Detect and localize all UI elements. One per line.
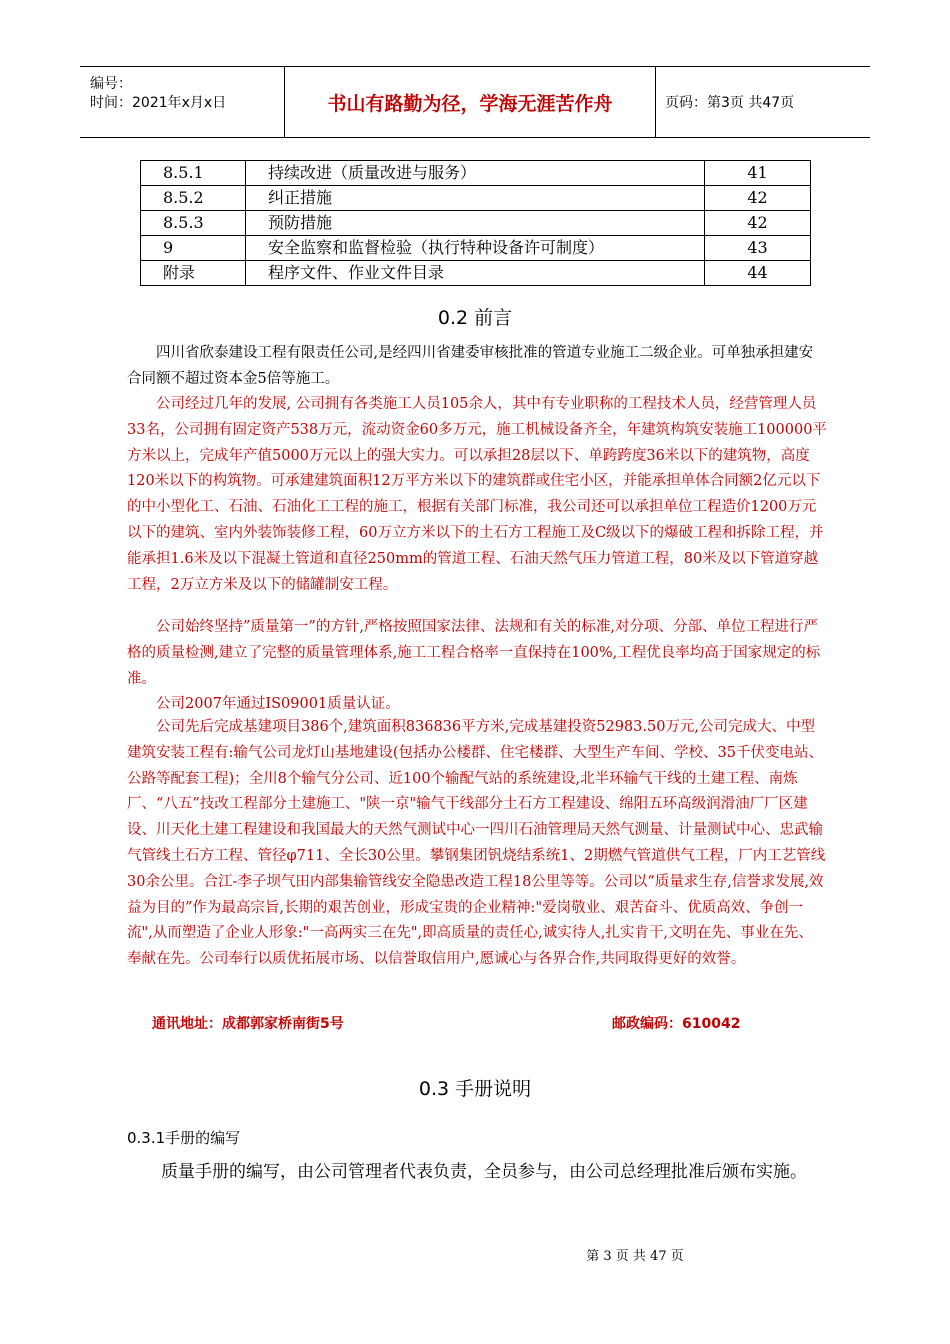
- preface-para-3: 公司始终坚持”质量第一”的方针,严格按照国家法律、法规和有关的标准,对分项、分部、单位工程进行严格的质量检测,建立了完整的质量管理体系,施工工程合格率一直保持在100%,工程优良率均高于国家规定的标准。: [127, 619, 821, 687]
- preface-para-2: 公司经过几年的发展, 公司拥有各类施工人员105余人，其中有专业职称的工程技术人员，经营管理人员33名，公司拥有固定资产538万元，流动资金60多万元，施工机械设备齐全，年建筑构筑安装施工100000平方米以上，完成年产值5000万元以上的强大实力。可以承担28层以下、单跨跨度36米以下的建筑物，高度120米以下的构筑物。可承建建筑面积12万平方米以下的建筑群或住宅小区，并能承担单体合同额2亿元以下的中小型化工、石油、石油化工工程的施工，根据有关部门标准，我公司还可以承担单位工程造价1200万元以下的建筑、室内外装饰装修工程，60万立方米以下的土石方工程施工及C级以下的爆破工程和拆除工程，并能承担1.6米及以下混凝土管道和直径250mm的管道工程、石油天然气压力管道工程，80米及以下管道穿越工程，2万立方米及以下的储罐制安工程。: [127, 396, 827, 593]
- table-row: [141, 236, 811, 261]
- toc-title: 安全监察和监督检验（执行特种设备许可制度）: [246, 236, 705, 261]
- manual-heading: 0.3 手册说明: [418, 1078, 532, 1100]
- time-label: 时间：2021年x月x日: [90, 95, 227, 111]
- page-footer: 第 3 页 共 47 页: [586, 1249, 684, 1264]
- header-meta: [80, 67, 284, 137]
- table-row: [141, 186, 811, 211]
- toc-number: 9: [141, 236, 246, 261]
- toc-page: 44: [705, 261, 811, 286]
- code-label: 编号：: [90, 76, 132, 92]
- table-row: [141, 161, 811, 186]
- header-page-info: 页码：第3页 共47页: [665, 95, 795, 111]
- toc-page: 42: [705, 211, 811, 236]
- preface-para-5: 公司先后完成基建项目386个,建筑面积836836平方米,完成基建投资52983.50万元,公司完成大、中型建筑安装工程有:输气公司龙灯山基地建设(包括办公楼群、住宅楼群、大型生产车间、学校、35千伏变电站、公路等配套工程)；全川8个输气分公司、近100个输配气站的系统建设,北半环输气干线的土建工程、南炼厂、“八五”技改工程部分土建施工、"陕一京"输气干线部分土石方工程建设、绵阳五环高级润滑油厂厂区建设、川天化土建工程建设和我国最大的天然气测试中心一四川石油管理局天然气测量、计量测试中心、忠武输气管线土石方工程、管径φ711、全长30公里。攀钢集团钒烧结系统1、2期燃气管道供气工程，厂内工艺管线30余公里。合江-李子坝气田内部集输管线安全隐患改造工程18公里等等。公司以“质量求生存,信誉求发展,效益为目的”作为最高宗旨,长期的艰苦创业，形成宝贵的企业精神:"爱岗敬业、艰苦奋斗、优质高效、争创一流",从而塑造了企业人形象:"一高两实三在先",即高质量的责任心,诚实待人,扎实肯干,文明在先、事业在先、奉献在先。公司奉行以质优拓展市场、以信誉取信用户,愿诚心与各界合作,共同取得更好的效誉。: [127, 719, 826, 968]
- manual-text: 质量手册的编写，由公司管理者代表负责，全员参与，由公司总经理批准后颁布实施。: [127, 1162, 807, 1182]
- toc-page: 42: [705, 186, 811, 211]
- contact-postcode: 邮政编码：610042: [612, 1016, 741, 1032]
- preface-heading: 0.2 前言: [437, 307, 513, 329]
- toc-number: 8.5.3: [141, 211, 246, 236]
- table-row: [141, 211, 811, 236]
- toc-number: 8.5.2: [141, 186, 246, 211]
- manual-subheading: 0.3.1手册的编写: [127, 1129, 241, 1147]
- table-row: [141, 261, 811, 286]
- toc-title: 预防措施: [246, 211, 705, 236]
- preface-para-1: 四川省欣泰建设工程有限责任公司,是经四川省建委审核批准的管道专业施工二级企业。可单独承担建安合同额不超过资本金5倍等施工。: [127, 345, 814, 387]
- toc-page: 41: [705, 161, 811, 186]
- toc-title: 程序文件、作业文件目录: [246, 261, 705, 286]
- toc-number: 8.5.1: [141, 161, 246, 186]
- toc-page: 43: [705, 236, 811, 261]
- toc-title: 纠正措施: [246, 186, 705, 211]
- toc-table: [140, 160, 811, 286]
- contact-address: 通讯地址：成都郭家桥南街5号: [152, 1016, 344, 1032]
- toc-number: 附录: [141, 261, 246, 286]
- toc-title: 持续改进（质量改进与服务）: [246, 161, 705, 186]
- preface-para-4: 公司2007年通过IS09001质量认证。: [127, 696, 400, 712]
- header-motto: 书山有路勤为径，学海无涯苦作舟: [284, 67, 656, 137]
- page-header: [80, 66, 870, 138]
